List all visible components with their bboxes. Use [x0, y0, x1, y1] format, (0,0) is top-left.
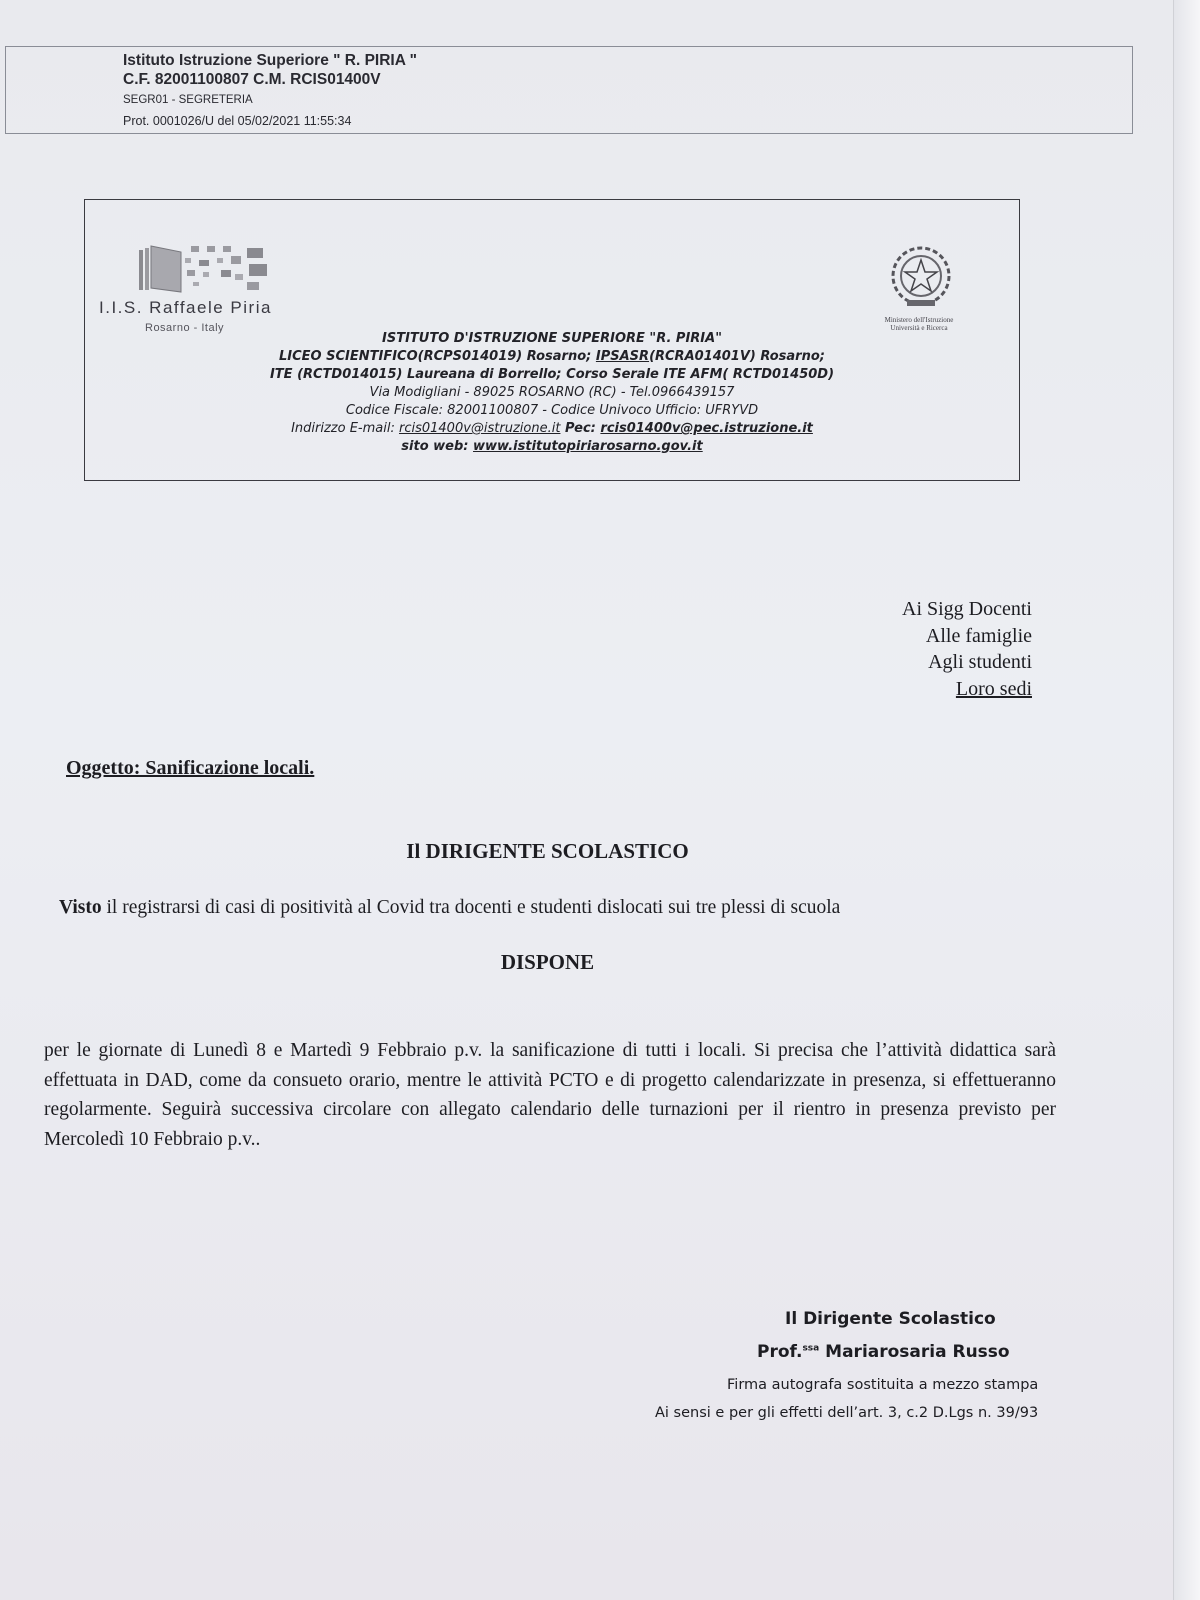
pec-label: Pec: — [560, 421, 601, 436]
letterhead — [84, 199, 1020, 481]
recipient-line: Loro sedi — [955, 677, 1032, 700]
email-link[interactable]: rcis01400v@istruzione.it — [398, 421, 561, 436]
letterhead-line1-ipsasr: IPSASR — [595, 349, 650, 364]
subject-line: Oggetto: Sanificazione locali. — [66, 757, 315, 779]
web-label: sito web: — [401, 439, 474, 454]
signature-name — [757, 1342, 1010, 1362]
letterhead-line1-part1: LICEO SCIENTIFICO(RCPS014019) Rosarno; — [279, 349, 596, 364]
school-logo-icon — [137, 244, 272, 296]
heading-dirigente: Il DIRIGENTE SCOLASTICO — [406, 839, 689, 863]
visto-text: il registrarsi di casi di positività al Covid tra docenti e studenti dislocati sui tre plessi di scuola — [101, 897, 841, 918]
recipient-line: Agli studenti — [928, 651, 1032, 673]
recipient-line: Ai Sigg Docenti — [902, 598, 1032, 620]
school-logo-subtitle: Rosarno - Italy — [145, 322, 225, 334]
visto-bold: Visto — [59, 897, 102, 918]
visto-paragraph — [59, 897, 840, 919]
email-label: Indirizzo E-mail: — [291, 421, 399, 436]
recipients-block — [902, 596, 1032, 702]
protocol-fiscal-code: C.F. 82001100807 C.M. RCIS01400V — [123, 71, 381, 88]
letterhead-text — [85, 330, 1019, 456]
letterhead-contacts — [85, 420, 1019, 438]
signature-note1: Firma autografa sostituita a mezzo stampa — [727, 1377, 1039, 1393]
signature-role: Il Dirigente Scolastico — [785, 1309, 996, 1329]
protocol-school-name: Istituto Istruzione Superiore " R. PIRIA " — [123, 52, 418, 69]
recipient-line: Alle famiglie — [925, 624, 1032, 647]
letterhead-line1 — [85, 348, 1019, 366]
letterhead-line2: ITE (RCTD014015) Laureana di Borrello; Corso Serale ITE AFM( RCTD01450D) — [269, 367, 835, 382]
letterhead-title: ISTITUTO D'ISTRUZIONE SUPERIORE "R. PIRIA" — [382, 331, 722, 346]
page-edge — [1173, 0, 1200, 1600]
signature-prefix: Prof. — [757, 1342, 803, 1362]
letterhead-line1-part3: (RCRA01401V) Rosarno; — [649, 349, 825, 364]
letterhead-fiscal: Codice Fiscale: 82001100807 - Codice Univoco Ufficio: UFRYVD — [345, 403, 759, 418]
letterhead-web — [85, 438, 1019, 456]
signature-note2: Ai sensi e per gli effetti dell’art. 3, c.2 D.Lgs n. 39/93 — [655, 1405, 1039, 1421]
signature-fullname: Mariarosaria Russo — [819, 1342, 1010, 1362]
emblem-caption-line1: Ministero dell'Istruzione — [884, 316, 954, 324]
signature-prefix-sup: ssa — [802, 1343, 820, 1354]
letterhead-address: Via Modigliani - 89025 ROSARNO (RC) - Tel.0966439157 — [369, 385, 735, 400]
emblem-caption-line2: Università e Ricerca — [890, 324, 948, 332]
protocol-office: SEGR01 - SEGRETERIA — [123, 94, 253, 106]
italian-republic-emblem-icon — [885, 242, 957, 314]
school-logo-name: I.I.S. Raffaele Piria — [99, 298, 272, 317]
heading-dispone: DISPONE — [500, 950, 595, 974]
protocol-stamp — [5, 46, 1133, 134]
web-link[interactable]: www.istitutopiriarosarno.gov.it — [473, 439, 703, 454]
protocol-number: Prot. 0001026/U del 05/02/2021 11:55:34 — [123, 114, 352, 128]
body-paragraph: per le giornate di Lunedì 8 e Martedì 9 Febbraio p.v. la sanificazione di tutti i locali. Si precisa che l’attività didattica sarà effettuata in DAD, come da consueto orario, mentre le attività PCTO e di progetto calendarizzate in presenza, si effettueranno regolarmente. Seguirà successiva circolare con allegato calendario delle turnazioni per il rientro in presenza previsto per Mercoledì 10 Febbraio p.v.. — [44, 1040, 1056, 1150]
pec-link[interactable]: rcis01400v@pec.istruzione.it — [600, 421, 813, 436]
